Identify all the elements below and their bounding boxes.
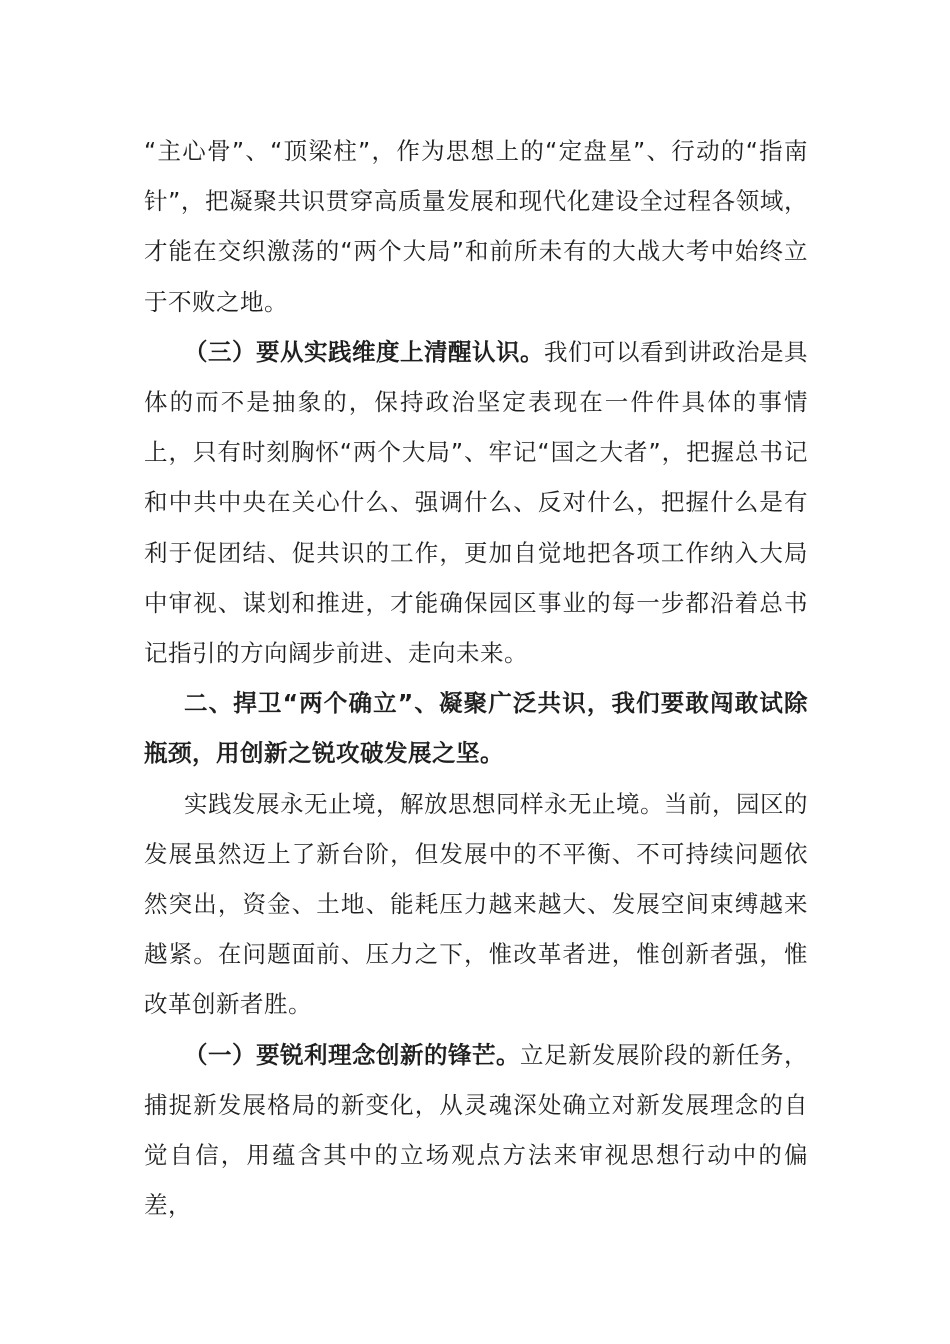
paragraph-text: 立足新发展阶段的新任务，捕捉新发展格局的新变化，从灵魂深处确立对新发展理念的自觉自信，用蕴含其中的立场观点方法来审视思想行动中的偏差， — [144, 1040, 808, 1220]
paragraph-text: 我们可以看到讲政治是具体的而不是抽象的，保持政治坚定表现在一件件具体的事情上，只有时刻胸怀“两个大局”、牢记“国之大者”，把握总书记和中共中央在关心什么、强调什么、反对什么，把握什么是有利于促团结、促共识的工作，更加自觉地把各项工作纳入大局中审视、谋划和推进，才能确保园区事业的每一步都沿着总书记指引的方向阔步前进、走向未来。 — [144, 337, 808, 668]
paragraph-text: 实践发展永无止境，解放思想同样永无止境。当前，园区的发展虽然迈上了新台阶，但发展中的不平衡、不可持续问题依然突出，资金、土地、能耗压力越来越大、发展空间束缚越来越紧。在问题面前、压力之下，惟改革者进，惟创新者强，惟改革创新者胜。 — [144, 789, 808, 1019]
subsection-lead: （一）要锐利理念创新的锋芒。 — [184, 1040, 520, 1069]
section-heading-text: 二、捍卫“两个确立”、凝聚广泛共识，我们要敢闯敢试除瓶颈，用创新之锐攻破发展之坚。 — [144, 689, 808, 768]
paragraph-intro — [144, 779, 808, 1030]
paragraph-text: “主心骨”、“顶梁柱”，作为思想上的“定盘星”、行动的“指南针”，把凝聚共识贯穿高质量发展和现代化建设全过程各领域，才能在交织激荡的“两个大局”和前所未有的大战大考中始终立于不败之地。 — [144, 137, 808, 316]
paragraph-subsection-3 — [144, 327, 808, 678]
paragraph-continuation — [144, 126, 808, 327]
section-heading-2 — [144, 678, 808, 778]
document-body — [144, 126, 808, 1230]
subsection-lead: （三）要从实践维度上清醒认识。 — [184, 337, 544, 366]
paragraph-subsection-1 — [144, 1030, 808, 1231]
